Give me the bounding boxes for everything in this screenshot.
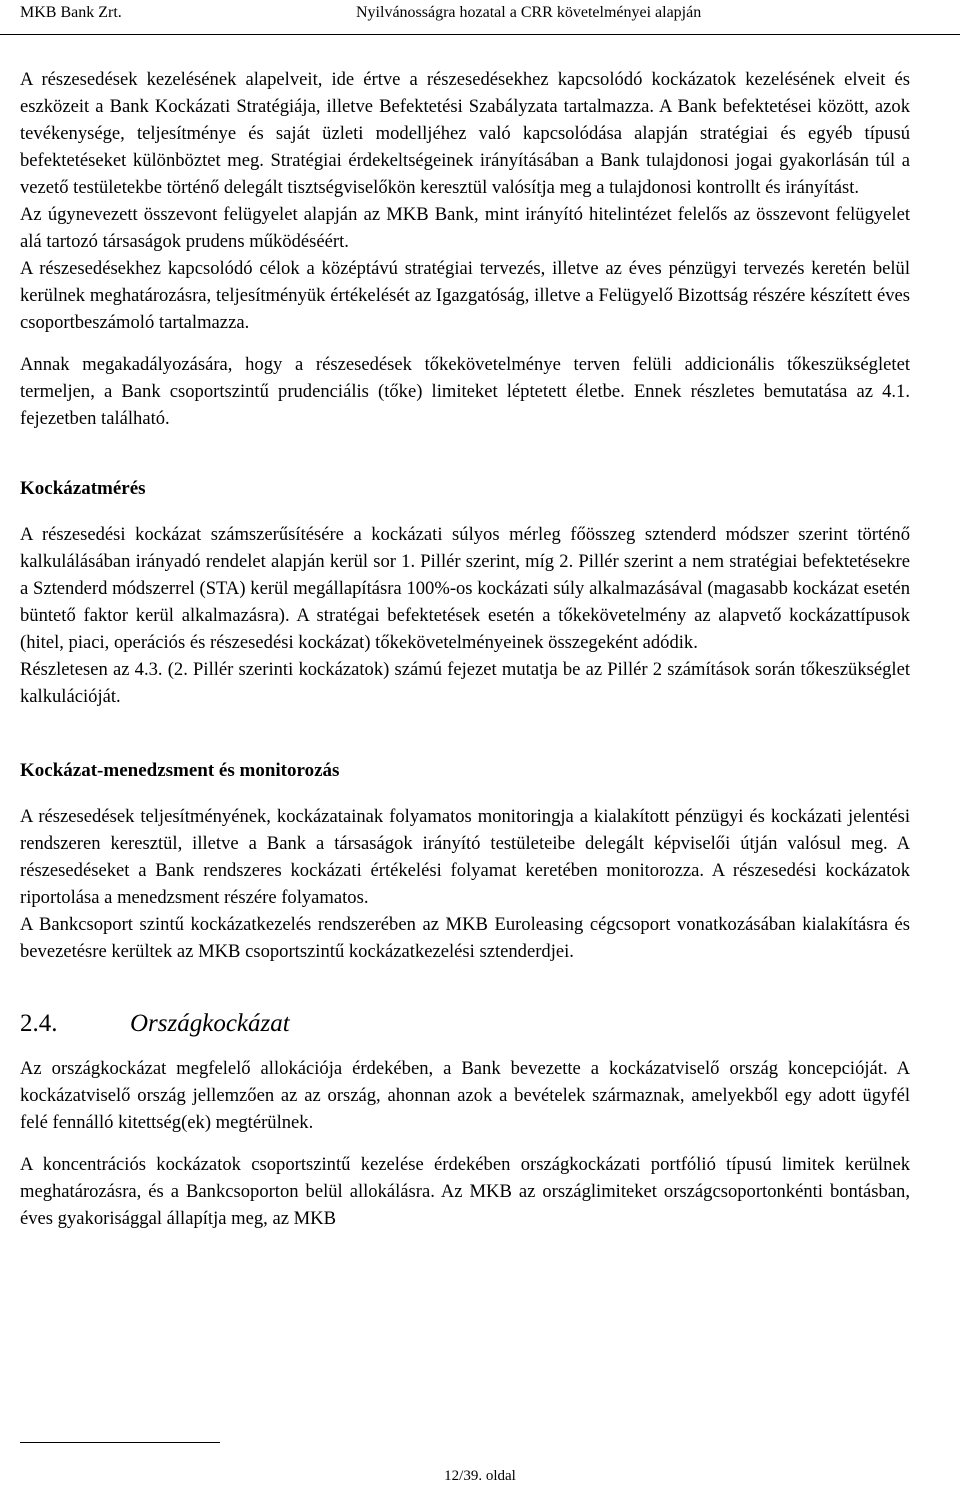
header-bank-name: MKB Bank Zrt. [20, 4, 122, 21]
page-number: 12/39. oldal [444, 1468, 516, 1484]
section-number: 2.4. [20, 1010, 58, 1037]
page-content [20, 66, 910, 1232]
footer-divider [20, 1442, 220, 1443]
paragraph-consolidated-supervision: Az úgynevezett összevont felügyelet alapján az MKB Bank, mint irányító hitelintézet felelős az összevont felügyelet alá tartozó társaságok prudens működéséért. [20, 204, 910, 252]
paragraph-monitoring: A részesedések teljesítményének, kockázatainak folyamatos monitoringja a kialakított pénzügyi és kockázati jelentési rendszeren keresztül, illetve a Bank a társaságok irányító testületeibe delegált képviselői útján valósul meg. A részesedéseket a Bank rendszeres kockázati értékelési folyamat keretében monitorozza. A részesedési kockázatok riportolása a menedzsment részére folyamatos. [20, 806, 910, 908]
paragraph-risk-measurement: A részesedési kockázat számszerűsítésére a kockázati súlyos mérleg főösszeg sztenderd módszer szerint történő kalkulálásában irányadó rendelet alapján kerül sor 1. Pillér szerint, míg 2. Pillér szerint a nem stratégiai befektetésekre a Sztenderd módszerrel (STA) kerül megállapításra 100%-os kockázati súly alkalmazásával (magasabb kockázat esetén büntető faktor kerül alkalmazásra). A stratégai befektetések esetén a tőkekövetelmény az alapvető kockázattípusok (hitel, piaci, operációs és részesedési kockázat) tőkekövetelményeinek összegeként adódik. [20, 524, 910, 653]
paragraph-group-risk: A Bankcsoport szintű kockázatkezelés rendszerében az MKB Euroleasing cégcsoport vonatkozásában kialakításra és bevezetésre kerültek az MKB csoportszintű kockázatkezelési sztenderdjei. [20, 914, 910, 962]
section-heading [20, 1009, 910, 1039]
paragraph-targets: A részesedésekhez kapcsolódó célok a középtávú stratégiai tervezés, illetve az éves pénzügyi tervezés keretén belül kerülnek meghatározásra, teljesítményük értékelését az Igazgatóság, illetve a Felügyelő Bizottság részére készített éves csoportbeszámoló tartalmazza. [20, 258, 910, 333]
paragraph-country-risk: Az országkockázat megfelelő allokációja érdekében, a Bank bevezette a kockázatviselő ország koncepcióját. A kockázatviselő ország jellemzően az az ország, ahonnan azok a bevételek származnak, amelyekből egy adott ügyfél felé fennálló kitettség(ek) megtérülnek. [20, 1058, 910, 1133]
heading-kockazatmeres: Kockázatmérés [20, 478, 146, 499]
paragraph-risk-measurement-details: Részletesen az 4.3. (2. Pillér szerinti kockázatok) számú fejezet mutatja be az Pillér 2 számítások során tőkeszükséglet kalkulációját. [20, 659, 910, 707]
heading-risk-management: Kockázat-menedzsment és monitorozás [20, 760, 340, 781]
paragraph-capital-limits: Annak megakadályozására, hogy a részesedések tőkekövetelménye terven felüli addicionális tőkeszükségletet termeljen, a Bank csoportszintű prudenciális (tőke) limiteket léptetett életbe. Ennek részletes bemutatása az 4.1. fejezetben található. [20, 354, 910, 429]
header-document-title: Nyilvánosságra hozatal a CRR követelményei alapján [356, 4, 702, 21]
section-title: Országkockázat [130, 1010, 290, 1037]
paragraph-country-limits: A koncentrációs kockázatok csoportszintű kezelése érdekében országkockázati portfólió típusú limitek kerülnek meghatározásra, és a Bankcsoporton belül allokálásra. Az MKB az országlimiteket országcsoportonkénti bontásban, éves gyakorisággal állapítja meg, az MKB [20, 1154, 910, 1229]
page-header [0, 0, 960, 35]
paragraph-principles: A részesedések kezelésének alapelveit, ide értve a részesedésekhez kapcsolódó kockázatok kezelésének elveit és eszközeit a Bank Kockázati Stratégiája, illetve Befektetési Szabályzata tartalmazza. A Bank befektetései között, azok tevékenysége, teljesítménye és saját üzleti modelljéhez való kapcsolódása alapján stratégiai és egyéb típusú befektetéseket különböztet meg. Stratégiai érdekeltségeinek irányításában a Bank tulajdonosi jogai gyakorlásán túl a vezető testületekbe történő delegált tisztségviselőkön keresztül valósítja meg a tulajdonosi kontrollt és irányítást. [20, 69, 910, 198]
